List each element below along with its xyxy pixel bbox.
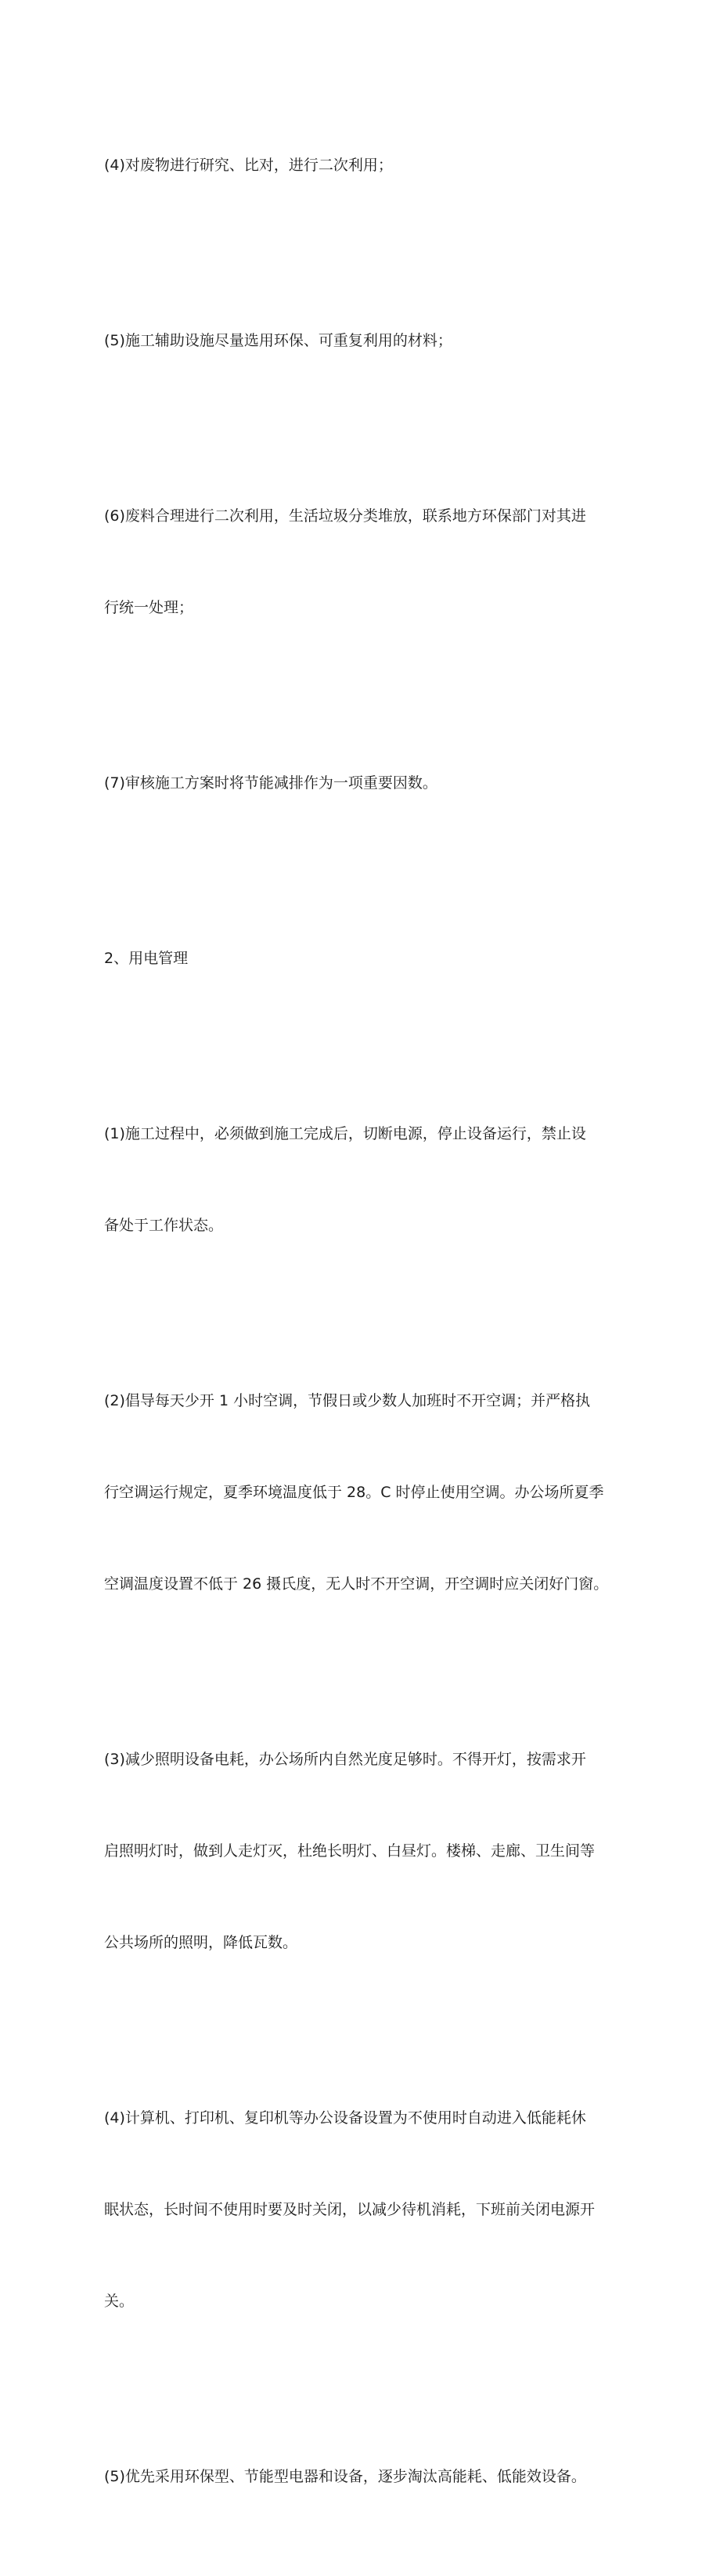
document-body: [104, 89, 652, 2576]
paragraph-line: (5)优先采用环保型、节能型电器和设备，逐步淘汰高能耗、低能效设备。: [104, 2468, 586, 2485]
paragraph-item-4-office-equipment: [104, 2042, 652, 2378]
paragraph-line: 空调温度设置不低于 26 摄氏度，无人时不开空调，开空调时应关闭好门窗。: [104, 1575, 609, 1593]
paragraph-line: (4)对废物进行研究、比对，进行二次利用；: [104, 157, 393, 174]
section-heading-power-management: [104, 882, 652, 1035]
paragraph-line: 启照明灯时，做到人走灯灭，杜绝长明灯、白昼灯。楼梯、走廊、卫生间等: [104, 1842, 596, 1860]
paragraph-line: (5)施工辅助设施尽量选用环保、可重复利用的材料；: [104, 332, 452, 349]
paragraph-item-3-lighting: [104, 1683, 652, 2019]
paragraph-line: (6)废料合理进行二次利用，生活垃圾分类堆放，联系地方环保部门对其进: [104, 507, 586, 525]
paragraph-line: 关。: [104, 2293, 135, 2310]
paragraph-line: 备处于工作状态。: [104, 1217, 224, 1234]
paragraph-item-4-waste-reuse: [104, 89, 652, 242]
paragraph-item-5-efficient-devices: [104, 2401, 652, 2553]
paragraph-line: (4)计算机、打印机、复印机等办公设备设置为不使用时自动进入低能耗休: [104, 2109, 586, 2127]
paragraph-item-6-waste-sorting: [104, 440, 652, 684]
section-heading-text: 2、用电管理: [104, 950, 189, 967]
paragraph-line: (1)施工过程中，必须做到施工完成后，切断电源，停止设备运行，禁止设: [104, 1125, 586, 1142]
paragraph-line: 眠状态，长时间不使用时要及时关闭，以减少待机消耗，下班前关闭电源开: [104, 2201, 596, 2218]
paragraph-line: (7)审核施工方案时将节能减排作为一项重要因数。: [104, 774, 437, 792]
paragraph-line: 行统一处理；: [104, 599, 194, 616]
paragraph-line: (3)减少照明设备电耗，办公场所内自然光度足够时。不得开灯，按需求开: [104, 1751, 586, 1768]
paragraph-item-5-eco-materials: [104, 265, 652, 417]
paragraph-item-7-plan-review: [104, 707, 652, 860]
paragraph-line: 行空调运行规定，夏季环境温度低于 28。C 时停止使用空调。办公场所夏季: [104, 1484, 604, 1501]
paragraph-item-1-power-off: [104, 1058, 652, 1302]
paragraph-item-2-air-conditioning: [104, 1325, 652, 1661]
paragraph-line: (2)倡导每天少开 1 小时空调，节假日或少数人加班时不开空调；并严格执: [104, 1392, 591, 1409]
paragraph-line: 公共场所的照明，降低瓦数。: [104, 1934, 298, 1951]
